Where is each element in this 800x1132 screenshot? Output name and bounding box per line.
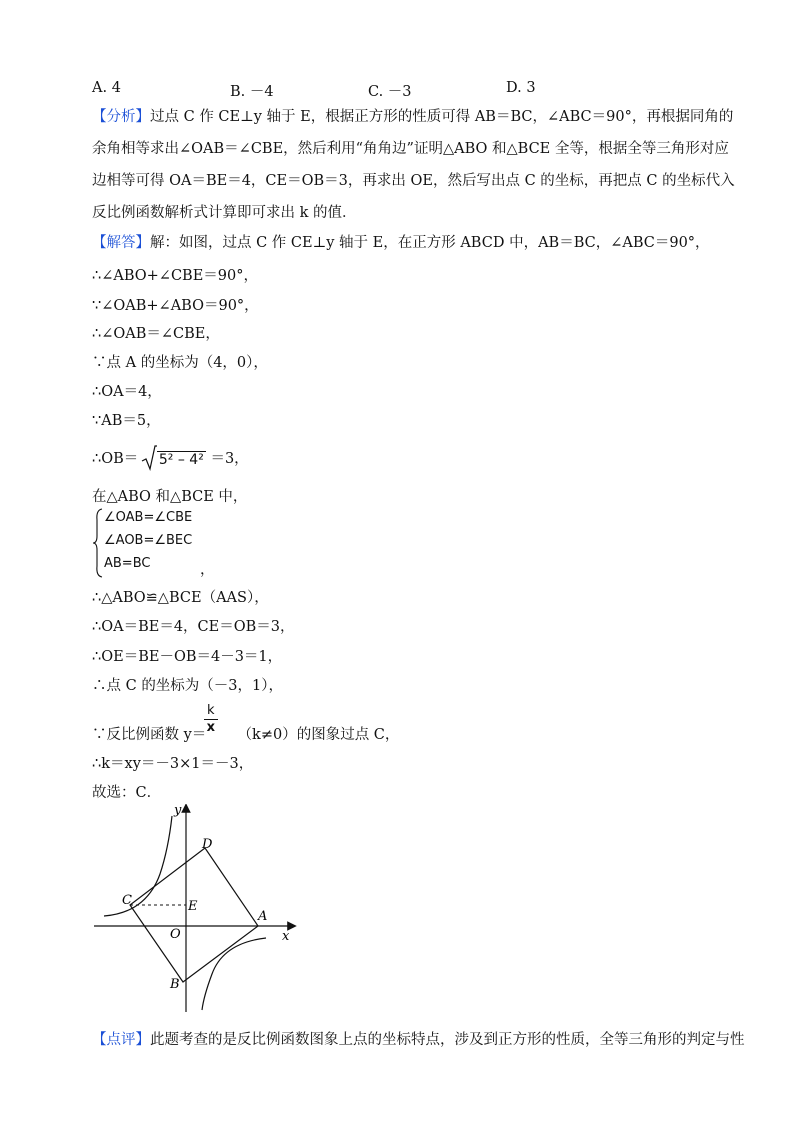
option-b: B. －4 [230, 84, 274, 100]
option-c: C. －3 [368, 84, 412, 100]
step-line: ∴OE＝BE－OB＝4－3＝1， [92, 649, 283, 665]
system-line: ∠OAB=∠CBE [104, 510, 193, 525]
label-c: C [122, 893, 132, 908]
choose-line: 故选：C． [92, 785, 162, 801]
hyperbola-upper-branch [104, 816, 172, 916]
system-line: ∠AOB=∠BEC [104, 533, 193, 548]
step-line: ∴△ABO≌△BCE（AAS）， [92, 590, 269, 606]
in-triangles: 在△ABO 和△BCE 中， [92, 489, 248, 505]
system-line: AB=BC [104, 556, 151, 571]
comment-tag: 【点评】 [92, 1032, 150, 1048]
option-d: D. 3 [506, 80, 536, 96]
label-y: y [174, 804, 182, 818]
fraction-denominator: x [206, 720, 215, 735]
step-line: ∵∠OAB+∠ABO＝90°， [92, 298, 259, 314]
step-line: ∵AB＝5， [92, 413, 161, 429]
analysis-tag: 【分析】 [92, 109, 150, 125]
radicand: 5² – 4² [158, 451, 204, 468]
comment-line [92, 1028, 745, 1049]
function-line [92, 723, 399, 744]
label-o: O [170, 927, 181, 942]
fraction-k-over-x [204, 703, 218, 736]
analysis-text: 过点 C 作 CE⊥y 轴于 E，根据正方形的性质可得 AB＝BC，∠ABC＝90°，再根据同角的余角相等求出∠OAB＝∠CBE，然后利用“角角边”证明△ABO 和△BCE 全等，根据全等三角形对应边相等可得 OA＝BE＝4，CE＝OB＝3，再求出 OE，然后写出点 C 的坐标，再把点 C 的坐标代入反比例函数解析式计算即可求出 k 的值． [92, 109, 735, 221]
label-b: B [170, 977, 180, 992]
fraction-numerator: k [204, 703, 218, 720]
geometry-figure [90, 804, 310, 1014]
analysis-paragraph [92, 101, 742, 229]
square-root [143, 451, 206, 468]
equation-system [92, 506, 215, 578]
step-line: ∴OA＝4， [92, 384, 162, 400]
hyperbola-lower-branch [202, 938, 266, 1010]
step-line: ∵点 A 的坐标为（4，0）， [92, 355, 268, 371]
radical-sign-icon [141, 445, 157, 471]
label-e: E [188, 899, 198, 914]
label-a: A [258, 909, 268, 924]
step-line: ∴∠OAB＝∠CBE， [92, 326, 220, 342]
ob-prefix: ∴OB＝ [92, 451, 139, 467]
ob-suffix: ＝3， [210, 451, 249, 467]
label-d: D [202, 837, 213, 852]
step-line: ∴OA＝BE＝4，CE＝OB＝3， [92, 619, 295, 635]
step-line: ∴∠ABO+∠CBE＝90°， [92, 268, 258, 284]
k-line: ∴k＝xy＝－3×1＝－3， [92, 756, 254, 772]
label-x: x [282, 929, 290, 944]
solution-lead-text: 解：如图，过点 C 作 CE⊥y 轴于 E，在正方形 ABCD 中，AB＝BC，∠ABC＝90°， [150, 235, 710, 251]
solution-lead [92, 227, 742, 259]
comment-text: 此题考查的是反比例函数图象上点的坐标特点，涉及到正方形的性质，全等三角形的判定与性 [150, 1032, 745, 1048]
system-tail: ， [200, 562, 215, 578]
solution-tag: 【解答】 [92, 235, 150, 251]
left-brace-icon [92, 508, 104, 578]
ob-equation [92, 447, 249, 468]
option-a: A. 4 [92, 80, 121, 96]
step-line: ∴点 C 的坐标为（－3，1）， [92, 678, 284, 694]
square-abcd [130, 848, 258, 982]
function-prefix: ∵反比例函数 y＝ [92, 727, 207, 743]
function-suffix: （k≠0）的图象过点 C， [237, 727, 400, 743]
